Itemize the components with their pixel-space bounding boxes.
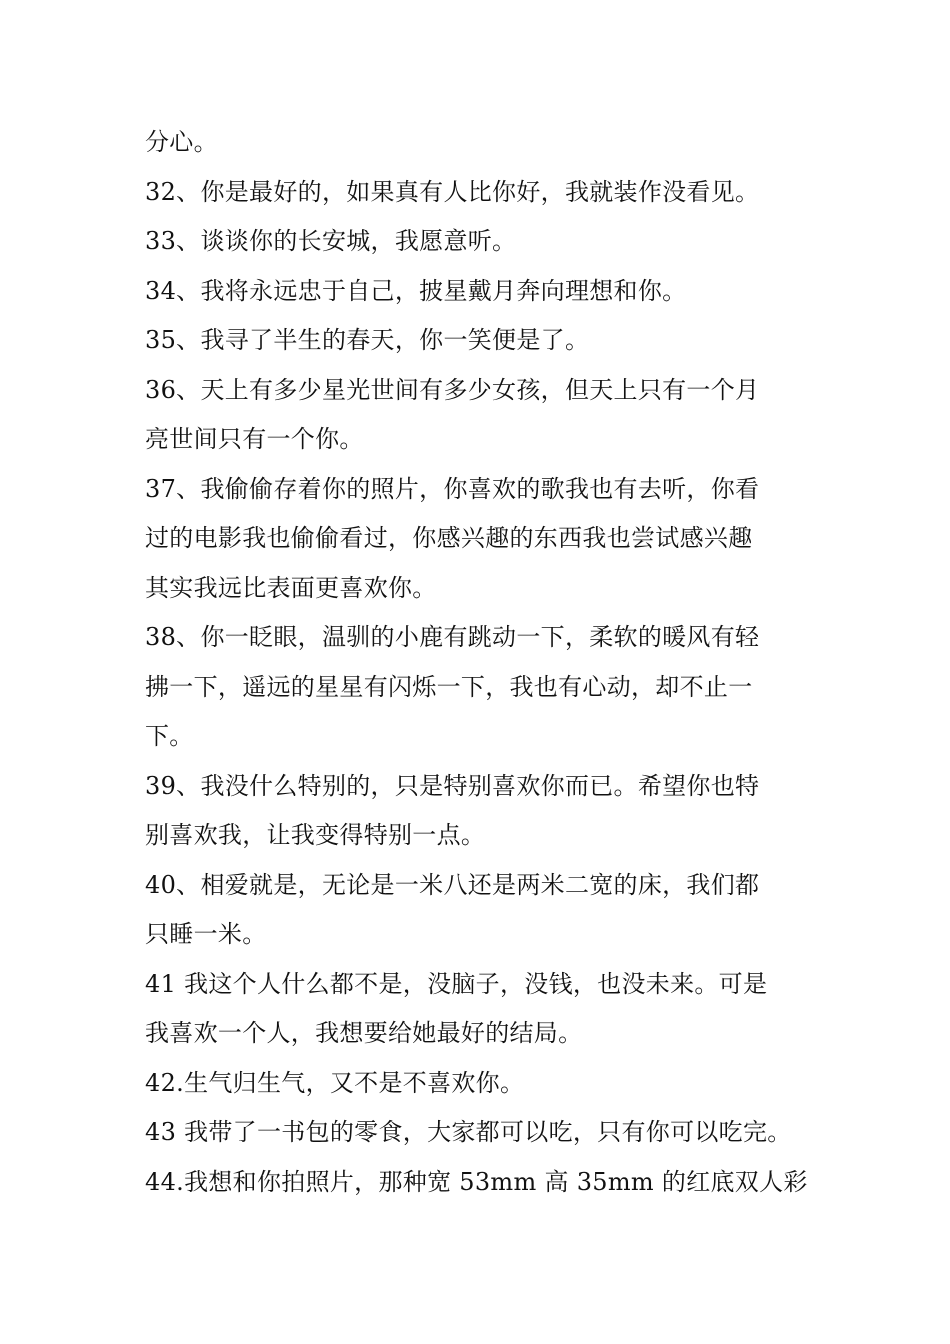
text-line: 33、谈谈你的长安城，我愿意听。 bbox=[145, 227, 517, 255]
text-line: 35、我寻了半生的春天，你一笑便是了。 bbox=[145, 326, 590, 354]
text-line: 41 我这个人什么都不是，没脑子，没钱，也没未来。可是 bbox=[145, 969, 768, 998]
text-line: 43 我带了一书包的零食，大家都可以吃，只有你可以吃完。 bbox=[145, 1118, 792, 1146]
text-line: 34、我将永远忠于自己，披星戴月奔向理想和你。 bbox=[145, 276, 687, 305]
text-line: 其实我远比表面更喜欢你。 bbox=[145, 573, 437, 602]
text-line: 42.生气归生气，又不是不喜欢你。 bbox=[145, 1068, 525, 1097]
text-line: 我喜欢一个人，我想要给她最好的结局。 bbox=[145, 1019, 583, 1047]
text-line: 过的电影我也偷偷看过，你感兴趣的东西我也尝试感兴趣 bbox=[145, 524, 753, 552]
text-line: 37、我偷偷存着你的照片，你喜欢的歌我也有去听，你看 bbox=[145, 474, 760, 503]
text-line: 40、相爱就是，无论是一米八还是两米二宽的床，我们都 bbox=[145, 870, 760, 899]
text-line: 分心。 bbox=[145, 128, 218, 156]
text-line: 别喜欢我，让我变得特别一点。 bbox=[145, 821, 486, 849]
text-line: 拂一下，遥远的星星有闪烁一下，我也有心动，却不止一 bbox=[145, 672, 753, 701]
text-line: 亮世间只有一个你。 bbox=[145, 425, 364, 453]
text-line: 36、天上有多少星光世间有多少女孩，但天上只有一个月 bbox=[145, 375, 760, 404]
text-line: 44.我想和你拍照片，那种宽 53mm 高 35mm 的红底双人彩 bbox=[145, 1167, 808, 1196]
text-line: 38、你一眨眼，温驯的小鹿有跳动一下，柔软的暖风有轻 bbox=[145, 623, 760, 651]
text-line: 下。 bbox=[145, 722, 194, 750]
text-line: 32、你是最好的，如果真有人比你好，我就装作没看见。 bbox=[145, 177, 760, 206]
document-body bbox=[145, 118, 815, 1207]
text-line: 只睡一米。 bbox=[145, 920, 267, 948]
text-line: 39、我没什么特别的，只是特别喜欢你而已。希望你也特 bbox=[145, 771, 760, 800]
